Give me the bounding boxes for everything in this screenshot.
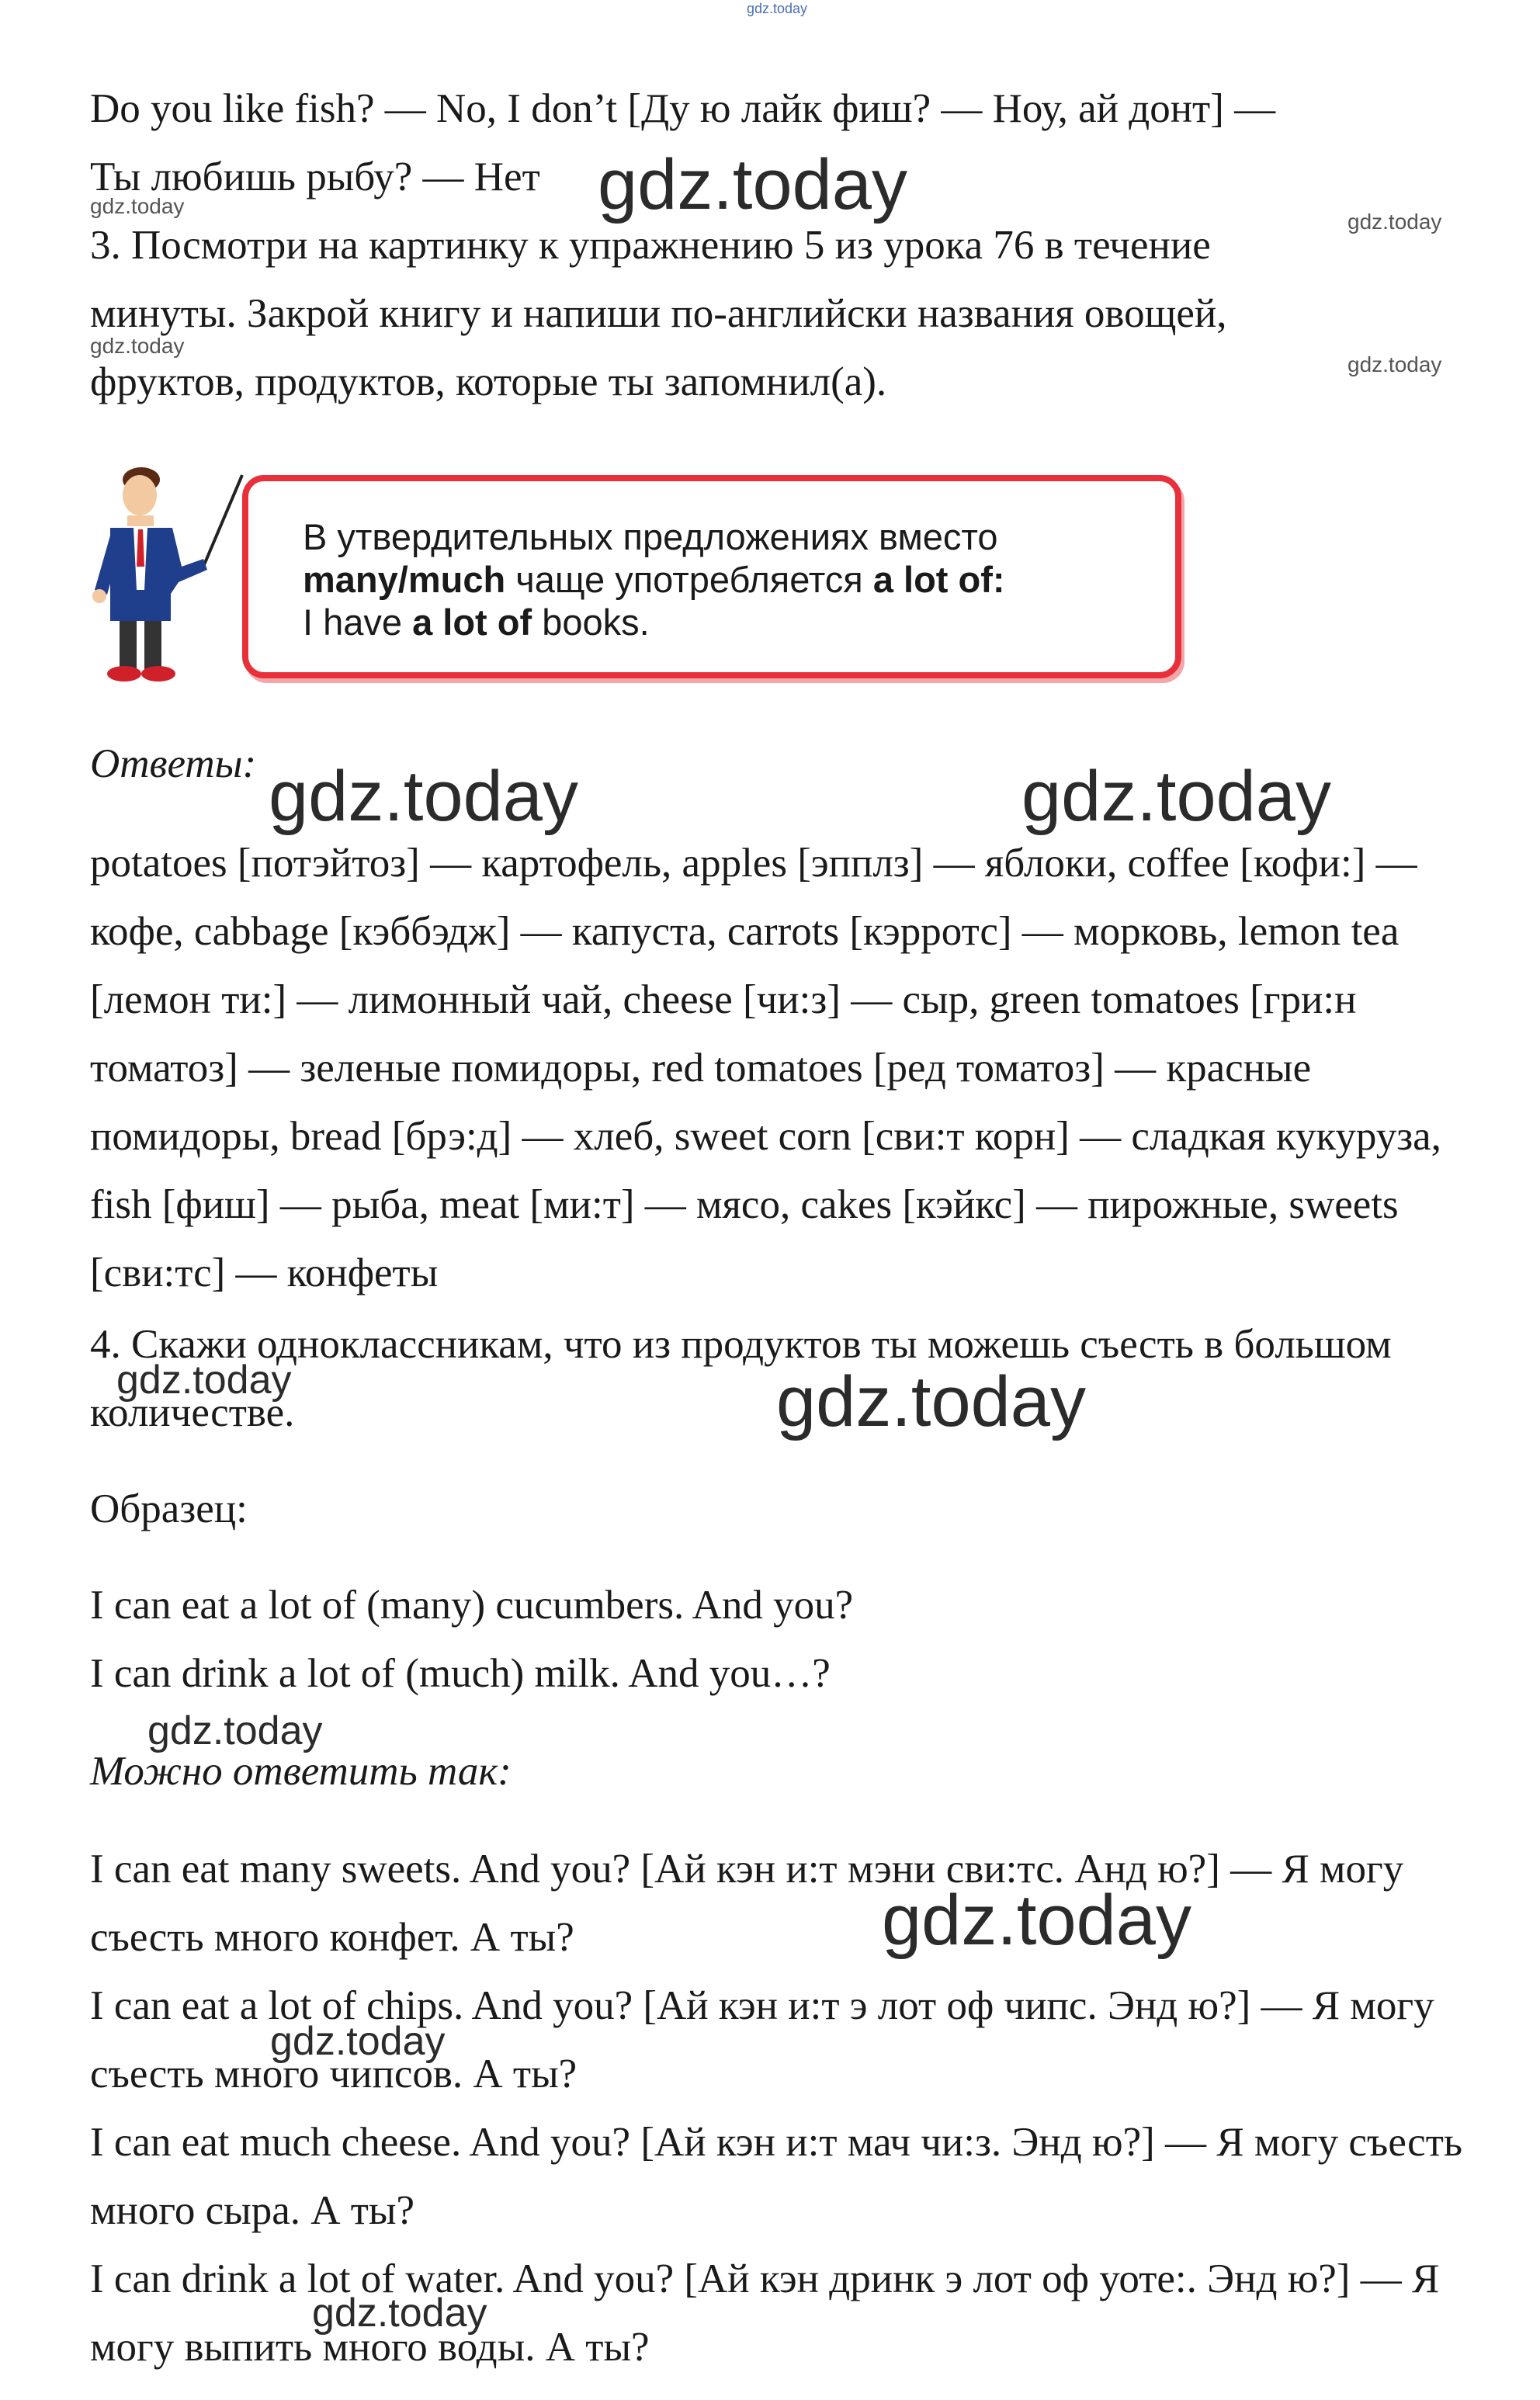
watermark: gdz.today — [1348, 352, 1442, 376]
watermark: gdz.today — [882, 1881, 1191, 1960]
answer-1: I can eat many sweets. And you? [Ай кэн и:т мэни сви:тс. Анд ю?] — Я могу съесть много конфет. А ты? — [90, 1847, 1404, 1960]
rule-line-1: В утвердительных предложениях вместо — [303, 516, 998, 557]
answer-intro: Можно ответить так: — [90, 1749, 512, 1794]
watermark: gdz.today — [1348, 210, 1442, 234]
grammar-rule-text — [303, 515, 1157, 643]
watermark: gdz.today — [270, 2019, 446, 2064]
rule-line-2 — [303, 558, 1157, 601]
rule-line-2-mid: чаще употребляется — [505, 559, 873, 600]
answer-4: I can drink a lot of water. And you? [Ай кэн дринк э лот оф уоте:. Энд ю?] — Я могу выпить много воды. А ты? — [90, 2256, 1440, 2370]
sample-line-2: I can drink a lot of (much) milk. And you…? — [90, 1651, 831, 1696]
watermark: gdz.today — [1021, 757, 1331, 836]
watermark: gdz.today — [116, 1358, 292, 1403]
rule-line-3-start: I have — [303, 602, 413, 643]
rule-bold-a-lot-of-example: a lot of — [412, 602, 532, 643]
watermark-top: gdz.today — [747, 1, 808, 16]
watermark: gdz.today — [269, 757, 578, 836]
rule-line-3 — [303, 601, 1157, 643]
answers-vocabulary-text: potatoes [потэйтоз] — картофель, apples [эпплз] — яблоки, coffee [кофи:] — кофе, cabbage [кэббэдж] — капуста, carrots [кэрротс] — морковь, lemon tea [лемон ти:] — лимонный чай, cheese [чи:з] — сыр, green tomatoes [гри:н томатоз] — зеленые помидоры, red tomatoes [ред томатоз] — красные помидоры, bread [брэ:д] — хлеб, sweet corn [сви:т корн] — сладкая кукуруза, fish [фиш] — рыба, meat [ми:т] — мясо, cakes [кэйкс] — пирожные, sweets [сви:тс] — конфеты — [90, 841, 1441, 1295]
rule-line-3-end: books. — [532, 602, 650, 643]
answer-2: I can eat a lot of chips. And you? [Ай кэн и:т э лот оф чипс. Энд ю?] — Я могу съесть много чипсов. А ты? — [90, 1983, 1434, 2097]
watermark: gdz.today — [90, 194, 185, 218]
rule-bold-many-much: many/much — [303, 559, 506, 600]
watermark: gdz.today — [776, 1362, 1086, 1441]
answers-label: Ответы: — [90, 741, 257, 786]
dialogue-line-2: Ты любишь рыбу? — Нет — [90, 154, 540, 199]
watermark: gdz.today — [312, 2291, 487, 2336]
dialogue-line-1: Do you like fish? — No, I don’t [Ду ю лайк фиш? — Ноу, ай донт] — — [90, 86, 1276, 131]
answer-3: I can eat much cheese. And you? [Ай кэн и:т мач чи:з. Энд ю?] — Я могу съесть много сыра. А ты? — [90, 2120, 1463, 2233]
sample-line-1: I can eat a lot of (many) cucumbers. And you? — [90, 1583, 854, 1628]
watermark: gdz.today — [90, 334, 185, 358]
watermark: gdz.today — [147, 1708, 323, 1753]
rule-bold-a-lot-of: a lot of: — [872, 559, 1005, 600]
watermark: gdz.today — [598, 145, 907, 224]
task-3-text: 3. Посмотри на картинку к упражнению 5 из урока 76 в течение минуты. Закрой книгу и напиши по-английски названия овощей, фруктов, продуктов, которые ты запомнил(а). — [90, 223, 1227, 404]
sample-label: Образец: — [90, 1486, 248, 1531]
task-4-text: 4. Скажи одноклассникам, что из продуктов ты можешь съесть в большом количестве. — [90, 1322, 1392, 1435]
grammar-rule-box — [242, 475, 1181, 678]
